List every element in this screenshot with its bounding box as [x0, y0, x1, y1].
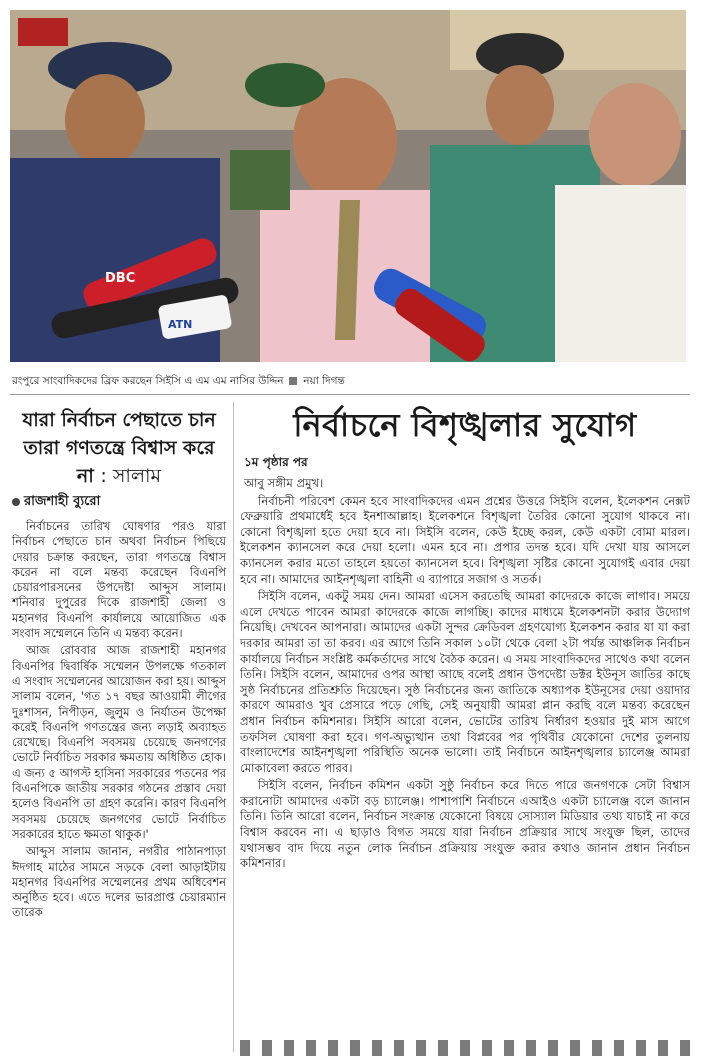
side-headline-main: যারা নির্বাচন পেছাতে চান তারা গণতন্ত্রে বিশ্বাস করে না	[22, 409, 216, 487]
main-paragraph: সিইসি বলেন, নির্বাচন কমিশন একটা সুষ্ঠু নির্বাচন করে দিতে পারে জনগণকে সেটা বিশ্বাস করানোটা আমাদের একটা বড় চ্যালেঞ্জ। পাশাপাশি নির্বাচনে এআইও একটা চ্যালেঞ্জ বলে জানান তিনি। তিনি আরো বলেন, নির্বাচন সংক্রান্ত যেকোনো বিষয়ে সোস্যাল মিডিয়ার তথ্য যাচাই না করে বিশ্বাস করবেন না। এ ছাড়াও বিগত সময়ে যারা নির্বাচন প্রক্রিয়ার সাথে সংযুক্ত ছিল, তাদের যথাসম্ভব বাদ দিয়ে নতুন লোক নির্বাচন প্রক্রিয়ায় সংযুক্ত করার কথাও জানান প্রধান নির্বাচন কমিশনার।	[240, 778, 690, 871]
column-divider	[233, 402, 234, 1052]
mic-label: DBC	[105, 271, 136, 286]
square-bullet-icon	[289, 377, 297, 385]
main-paragraph: সিইসি বলেন, একটু সময় দেন। আমরা এসেস করতেছি আমরা কাদেরকে কাজে লাগাব। সময়ে এলে দেখতে পাবেন আমরা কাদেরকে কাজে লাগচ্ছি। কাদের মাধ্যমে ইলেকশনটা করার উদ্যোগ নিয়েছি। দেখবেন আপনারা। আমাদের একটা সুন্দর ক্রেডিবল গ্রহণযোগ্য ইলেকশন করার যা যা করা দরকার আমরা তা তা করব। এর আগে তিনি সকাল ১০টা থেকে বেলা ২টা পর্যন্ত আঞ্চলিক নির্বাচন কার্যালয়ে নির্বাচন সংশ্লিষ্ট কর্মকর্তাদের সাথে বৈঠক করেন। এ সময় সাংবাদিকদের সাথেও কথা বলেন তিনি। সিইসি বলেন, আমাদের ওপর আস্থা আছে বলেই প্রধান উপদেষ্টা ডক্টর ইউনূস জাতির কাছে সুষ্ঠ নির্বাচনের প্রতিশ্রুতি দিয়েছেন। সুষ্ঠ নির্বাচনের জন্য জাতিকে অধ্যাপক ইউনূসের দেয়া ওয়াদার কারণে আমরাও খুব প্রেসারে পড়ে গেছি, সেই অনুযায়ী আমরা প্লান করছি বলে মন্তব্য করেছেন প্রধান নির্বাচন কমিশনার। সিইসি আরো বলেন, ভোটের তারিখ নির্ধারণ হওয়ার দুই মাস আগে তফসিল ঘোষণা করা হবে। গণ-অভ্যুত্থান তথা বিপ্লবের পর পৃথিবীর যেকোনো দেশের তুলনায় বাংলাদেশের আইনশৃঙ্খলা পরিস্থিতি অনেক ভালো। তাই নির্বাচনে আইনশৃঙ্খলার চ্যালেঞ্জ আমরা মোকাবেলা করতে পারব।	[240, 589, 690, 775]
caption-divider	[10, 394, 690, 395]
press-briefing-photo	[10, 10, 686, 362]
side-paragraph: আজ রোববার আজ রাজশাহী মহানগর বিএনপির দ্বিবার্ষিক সম্মেলন উপলক্ষে গতকাল এ সংবাদ সম্মেলনের আয়োজন করা হয়। আব্দুস সালাম বলেন, 'গত ১৭ বছর আওয়ামী লীগের দুঃশাসন, নিপীড়ন, জুলুম ও নির্যাতন উপেক্ষা করেই বিএনপি গণতন্ত্রের জন্য লড়াই অব্যাহত রেখেছে। বিএনপি সবসময় চেয়েছে জনগণের ভোটে নির্বাচিত সরকার ক্ষমতায় অধিষ্ঠিত হোক। এ জন্য ৫ আগস্ট হাসিনা সরকারের পতনের পর বিএনপিকে জাতীয় সরকার গঠনের প্রস্তাব দেয়া হলেও বিএনপি তা গ্রহণ করেনি। কারণ বিএনপি সবসময় চেয়েছে জনগণের ভোটে নির্বাচিত সরকারের হাতে ক্ষমতা থাকুক।'	[12, 643, 226, 841]
main-story	[240, 402, 690, 874]
mic-label: ATN	[168, 318, 193, 331]
bullet-dot-icon	[12, 498, 20, 506]
side-headline-speaker: : সালাম	[100, 465, 162, 487]
photo-illustration	[10, 10, 686, 362]
side-story-headline	[12, 406, 226, 490]
main-paragraph: আবু সঙ্গীম প্রমুখ।	[244, 476, 324, 490]
side-paragraph: নির্বাচনের তারিখ ঘোষণার পরও যারা নির্বাচন পেছাতে চান অথবা নির্বাচন পিছিয়ে দেয়ার চক্রান্ত করছেন, তারা গণতন্ত্রে বিশ্বাস করেন না বলে মন্তব্য করেছেন বিএনপি চেয়ারপারসনের উপদেষ্টা আব্দুস সালাম। শনিবার দুপুরের দিকে রাজশাহী জেলা ও মহানগর বিএনপি কার্যালয়ে আয়োজিত এক সংবাদ সম্মেলনে তিনি এ মন্তব্য করেন।	[12, 519, 226, 641]
side-story	[12, 402, 226, 923]
main-story-headline: নির্বাচনে বিশৃঙ্খলার সুযোগ	[293, 406, 637, 444]
caption-text: রংপুরে সাংবাদিকদের ব্রিফ করছেন সিইসি এ এম এম নাসির উদ্দিন	[12, 375, 284, 387]
next-headline-cutoff	[240, 1040, 690, 1056]
byline-text: রাজশাহী ব্যুরো	[24, 494, 101, 509]
side-paragraph: আব্দুস সালাম জানান, নগরীর পাঠানপাড়া ঈদগাহ মাঠের সামনে সড়কে বেলা আড়াইটায় মহানগর বিএনপির সম্মেলনের প্রথম অধিবেশন অনুষ্ঠিত হবে। এতে দলের ভারপ্রাপ্ত চেয়ারম্যান তারেক	[12, 844, 226, 920]
continued-from-label: ১ম পৃষ্ঠার পর	[244, 455, 308, 469]
side-story-byline	[12, 492, 226, 513]
main-paragraph: নির্বাচনী পরিবেশ কেমন হবে সাংবাদিকদের এমন প্রশ্নের উত্তরে সিইসি বলেন, ইলেকশন নেক্সট ফেব্রুয়ারি প্রথমার্ধেই হবে ইনশাআল্লাহ। ইলেকশনে বিশৃঙ্খলা তৈরির কোনো সুযোগ থাকবে না। কোনো বিশৃঙ্খলা হতে দেয়া হবে না। সিইসি বলেন, কেউ ইচ্ছে করল, কেউ একটা বোমা মারল। ইলেকশন ক্যানসেল করে দেয়া হলো। এমন হবে না। প্রপার তদন্ত হবে। যদি দেখা যায় আসলে ক্যানসেল করার মতো তাহলে হয়তো ক্যানসেল হবে। বিশৃঙ্খলা সৃষ্টির কোনো সুযোগই এবার দেয়া হবে না। আমাদের আইনশৃঙ্খলা বাহিনী এ ব্যাপারে সজাগ ও সতর্ক।	[240, 493, 690, 586]
photo-caption	[12, 374, 688, 388]
caption-credit: নয়া দিগন্ত	[303, 375, 345, 387]
